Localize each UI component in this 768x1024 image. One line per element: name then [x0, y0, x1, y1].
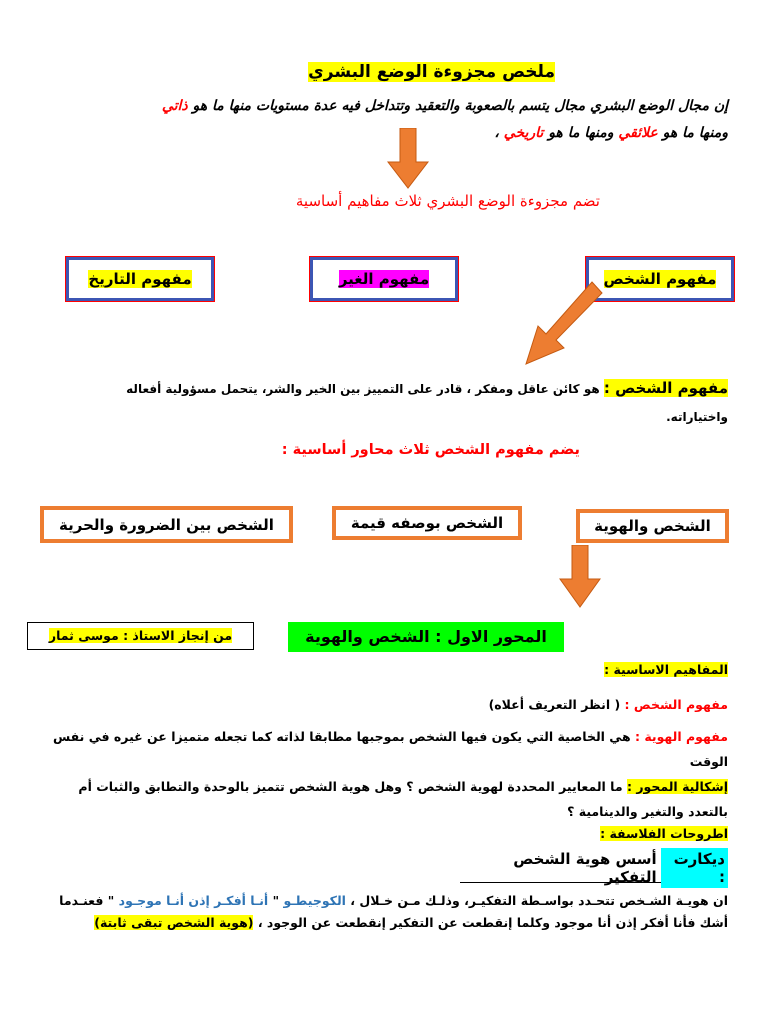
axis1-title: المحور الاول : الشخص والهوية: [288, 622, 564, 652]
descartes-paragraph: ان هويـة الشـخص تتحـدد بواسـطة التفكيـر، وذلـك مـن خـلال ، الكوجيطـو " أنـا أفكـر إذن أنـا موجـود " فعنـدما أشك فأنا أفكر إذن أنا موجود وكلما إنقطعت عن التفكير إنقطعت عن الوجود ، (هوية الشخص تبقى ثابتة): [59, 893, 728, 930]
concept-box-history: مفهوم التاريخ: [65, 256, 215, 302]
intro-paragraph: إن مجال الوضع البشري مجال يتسم بالصعوبة والتعقيد وتتداخل فيه عدة مستويات منها ما هو ذاتي ومنها ما هو علائقي ومنها ما هو تاريخي ،: [161, 98, 728, 141]
axis-problem: إشكالية المحور : ما المعايير المحددة لهوية الشخص ؟ وهل هوية الشخص تتميز بالوحدة والتطابق والثبات أم بالتعدد والتغير والدينامية ؟: [78, 779, 728, 819]
concept-box-other: مفهوم الغير: [309, 256, 459, 302]
identity-concept: مفهوم الهوية : هي الخاصية التي يكون فيها الشخص بموجبها مطابقا لذاته كما تجعله متميزا عن غيره في نفس الوقت: [53, 729, 728, 769]
person-definition: مفهوم الشخص : هو كائن عاقل ومفكر ، قادر على التمييز بين الخير والشر، يتحمل مسؤولية أفعاله واختياراته.: [126, 379, 728, 424]
descartes-heading: ديكارت : أسس هوية الشخص التفكير: [460, 854, 728, 883]
person-concept: مفهوم الشخص : ( انظر التعريف أعلاه): [488, 697, 728, 712]
arrow-diagonal-icon: [520, 280, 605, 370]
key-concepts-label: المفاهيم الاساسية :: [604, 662, 728, 677]
author-note: من إنجاز الاستاذ : موسى ثمار: [27, 622, 254, 650]
arrow-down-icon: [386, 128, 430, 190]
concepts-heading: تضم مجزوءة الوضع البشري ثلاث مفاهيم أساسية: [295, 192, 600, 210]
axis-box-identity: الشخص والهوية: [576, 509, 729, 543]
arrow-down-icon: [558, 545, 602, 609]
axis-box-value: الشخص بوصفه قيمة: [332, 506, 522, 540]
axis-box-necessity-freedom: الشخص بين الضرورة والحرية: [40, 506, 293, 543]
axes-heading: يضم مفهوم الشخص ثلاث محاور أساسية :: [281, 442, 580, 458]
page-title: ملخص مجزوءة الوضع البشري: [308, 62, 555, 82]
philosophers-label: اطروحات الفلاسفة :: [600, 826, 728, 841]
concept-box-person: مفهوم الشخص: [585, 256, 735, 302]
